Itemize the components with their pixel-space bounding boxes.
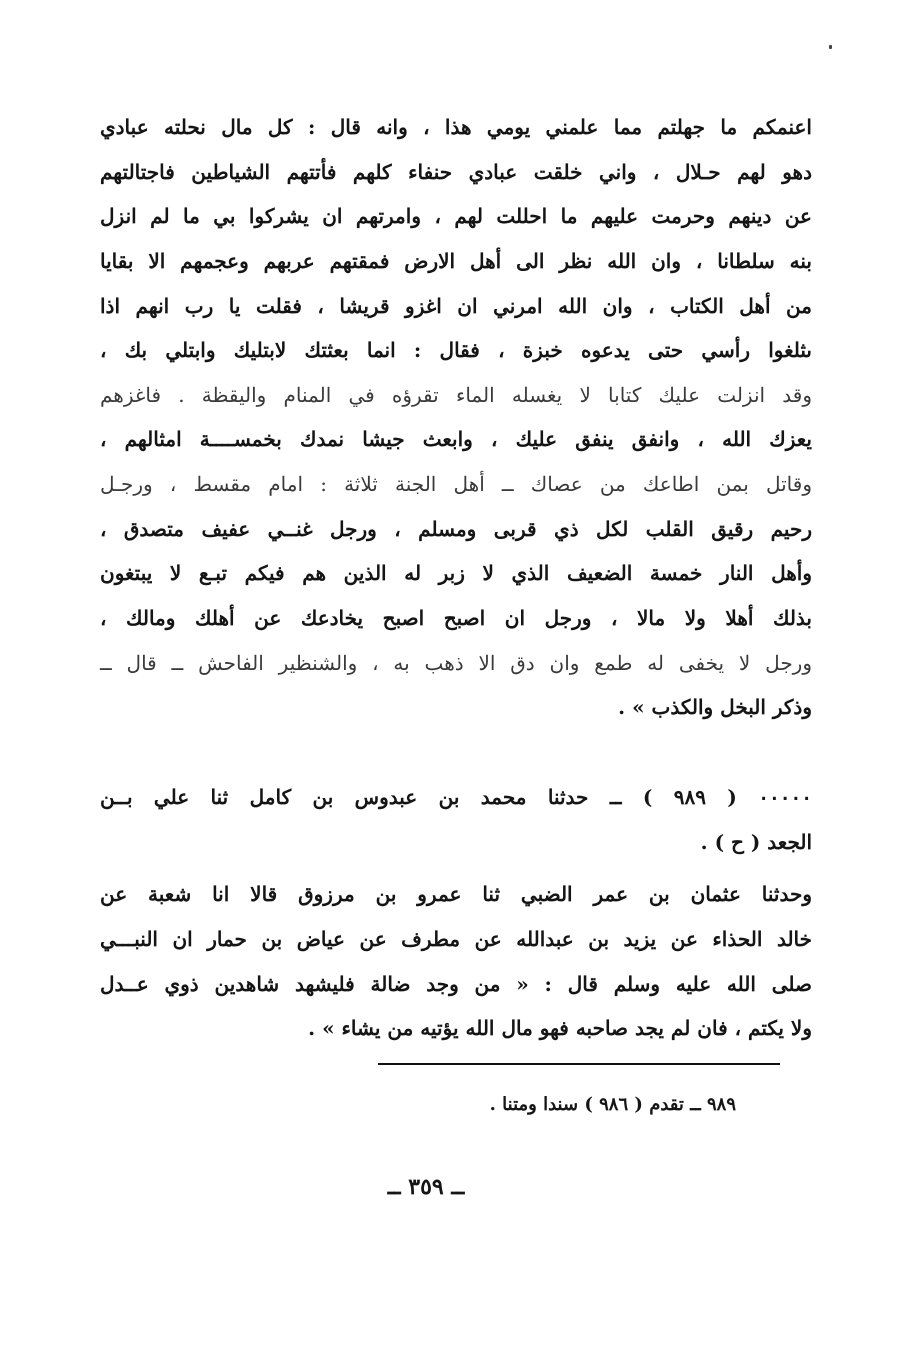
text-line: يعزك الله ، وانفق ينفق عليك ، وابعث جيشا نمدك بخمســــة امثالهم ، <box>100 427 812 451</box>
text-line: رحيم رقيق القلب لكل ذي قربى ومسلم ، ورجل غنــي عفيف متصدق ، <box>100 517 812 541</box>
footnote: ٩٨٩ ــ تقدم ( ٩٨٦ ) سندا ومتنا . <box>489 1094 736 1115</box>
text-line: دهو لهم حـلال ، واني خلقت عبادي حنفاء كلهم فأتتهم الشياطين فاجتالتهم <box>100 160 812 184</box>
text-line: وقد انزلت عليك كتابا لا يغسله الماء تقرؤه في المنام واليقظة . فاغزهم <box>100 383 812 407</box>
text-line: اعنمكم ما جهلتم مما علمني يومي هذا ، وانه قال : كل مال نحلته عبادي <box>100 115 812 139</box>
text-line: بنه سلطانا ، وان الله نظر الى أهل الارض فمقتهم عربهم وعجمهم الا بقايا <box>100 249 812 273</box>
text-line: ىثلغوا رأسي حتى يدعوه خبزة ، فقال : انما بعثتك لابتليك وابتلي بك ، <box>100 338 812 362</box>
text-line: وأهل النار خمسة الضعيف الذي لا زبر له الذين هم فيكم تبـع لا يبتغون <box>100 561 812 585</box>
text-line: وقاتل بمن اطاعك من عصاك ــ أهل الجنة ثلاثة : امام مقسط ، ورجـل <box>100 472 812 496</box>
hadith-body-line: خالد الحذاء عن يزيد بن عبدالله عن مطرف عن عياض بن حمار ان النبـــي <box>100 927 812 951</box>
hadith-body-line: صلى الله عليه وسلم قال : « من وجد ضالة فليشهد شاهدين ذوي عــدل <box>100 972 812 996</box>
hadith-body-line: ولا يكتم ، فان لم يجد صاحبه فهو مال الله يؤتيه من يشاء » . <box>308 1016 812 1040</box>
text-line: بذلك أهلا ولا مالا ، ورجل ان اصبح اصبح يخادعك عن أهلك ومالك ، <box>100 606 812 630</box>
text-line: عن دينهم وحرمت عليهم ما احللت لهم ، وامرتهم ان يشركوا بي ما لم انزل <box>100 204 812 228</box>
hadith-header-line: الجعد ( ح ) . <box>700 830 812 854</box>
footnote-divider <box>378 1063 780 1065</box>
text-line: من أهل الكتاب ، وان الله امرني ان اغزو قريشا ، فقلت يا رب انهم اذا <box>100 294 812 318</box>
text-line: وذكر البخل والكذب » . <box>618 695 812 719</box>
hadith-body-line: وحدثنا عثمان بن عمر الضبي ثنا عمرو بن مرزوق قالا انا شعبة عن <box>100 882 812 906</box>
text-line: ورجل لا يخفى له طمع وان دق الا ذهب به ، والشنظير الفاحش ــ قال ــ <box>100 651 812 675</box>
page-number: ــ ٣٥٩ ــ <box>387 1174 465 1200</box>
scan-speck <box>829 45 832 49</box>
hadith-header-line: ٠٠٠٠٠ ( ٩٨٩ ) ــ حدثنا محمد بن عبدوس بن كامل ثنا علي بــن <box>100 785 813 809</box>
